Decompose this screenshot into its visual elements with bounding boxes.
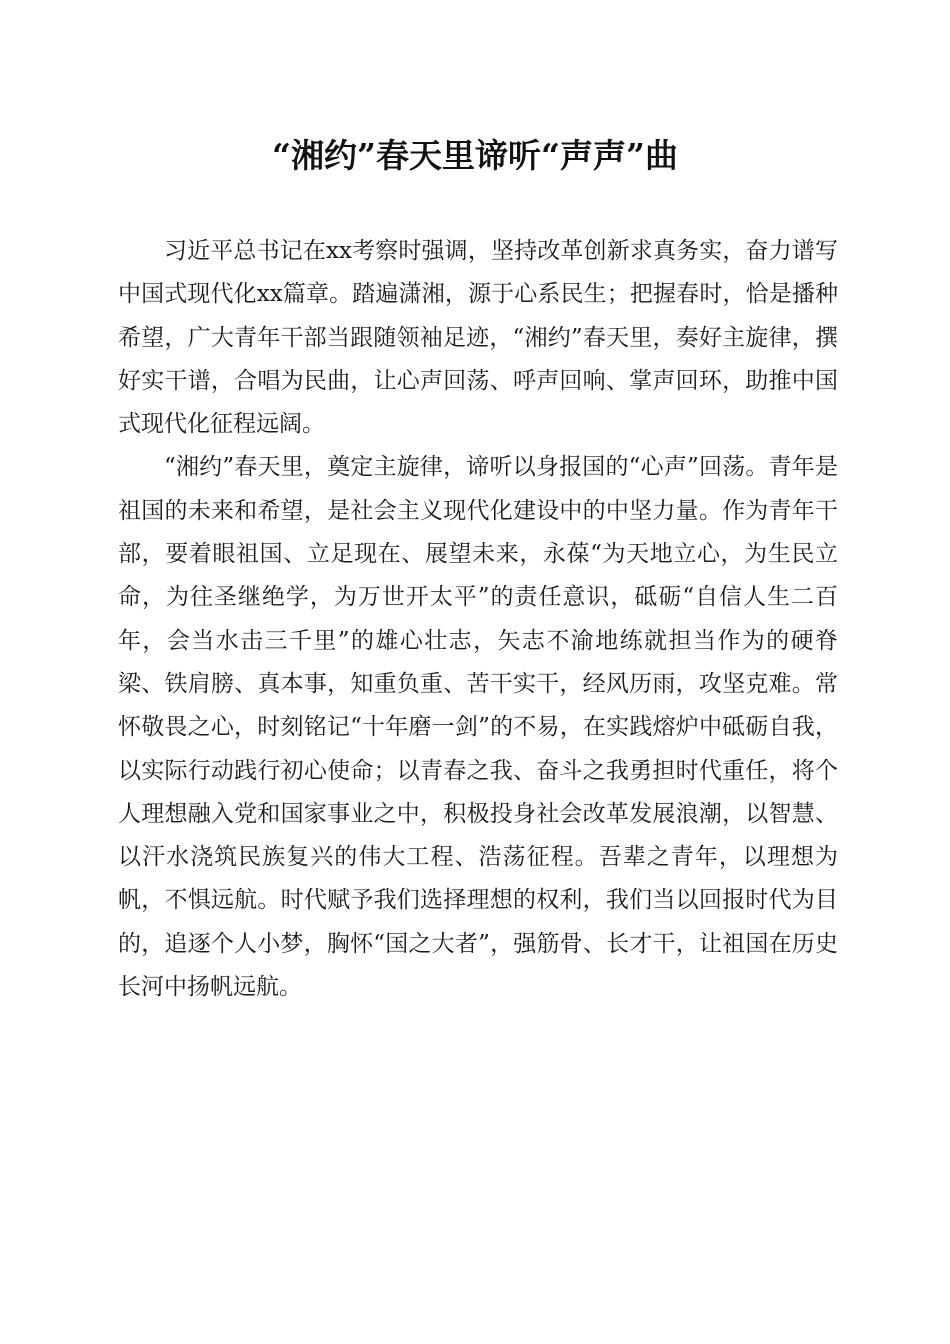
- paragraph-2: “湘约”春天里，奠定主旋律，谛听以身报国的“心声”回荡。青年是祖国的未来和希望，是社会主义现代化建设中的中坚力量。作为青年干部，要着眼祖国、立足现在、展望未来，永葆“为天地立心，为生民立命，为往圣继绝学，为万世开太平”的责任意识，砥砺“自信人生二百年，会当水击三千里”的雄心壮志，矢志不渝地练就担当作为的硬脊梁、铁肩膀、真本事，知重负重、苦干实干，经风历雨，攻坚克难。常怀敬畏之心，时刻铭记“十年磨一剑”的不易，在实践熔炉中砥砺自我，以实际行动践行初心使命；以青春之我、奋斗之我勇担时代重任，将个人理想融入党和国家事业之中，积极投身社会改革发展浪潮，以智慧、以汗水浇筑民族复兴的伟大工程、浩荡征程。吾辈之青年，以理想为帆，不惧远航。时代赋予我们选择理想的权利，我们当以回报时代为目的，追逐个人小梦，胸怀“国之大者”，强筋骨、长才干，让祖国在历史长河中扬帆远航。: [118, 454, 838, 1001]
- document-body: [118, 230, 838, 1009]
- document-title: “湘约”春天里谛听“声声”曲: [272, 136, 678, 175]
- paragraph-1: 习近平总书记在xx考察时强调，坚持改革创新求真务实，奋力谱写中国式现代化xx篇章。踏遍潇湘，源于心系民生；把握春时，恰是播种希望，广大青年干部当跟随领袖足迹，“湘约”春天里，奏好主旋律，撰好实干谱，合唱为民曲，让心声回荡、呼声回响、掌声回环，助推中国式现代化征程远阔。: [118, 238, 838, 438]
